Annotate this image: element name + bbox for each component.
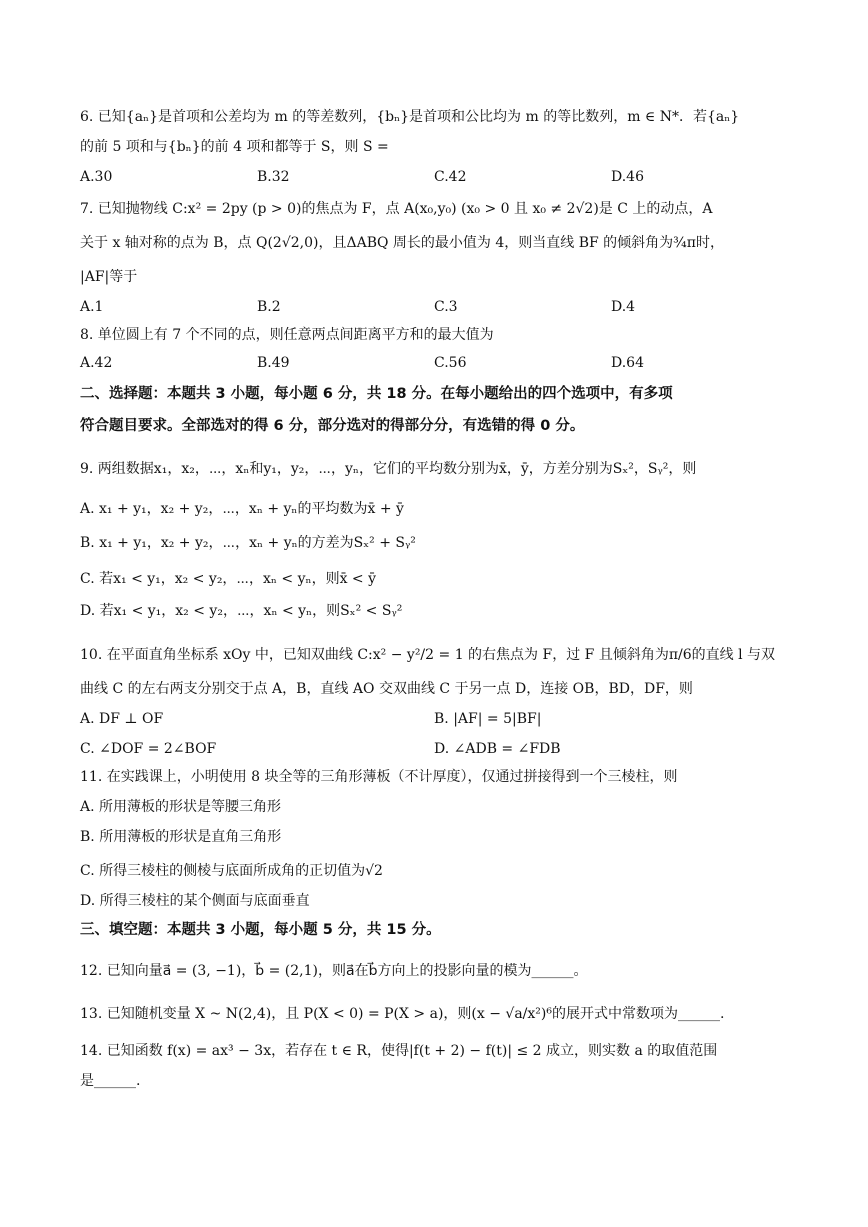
q10-option-a: A. DF ⊥ OF — [80, 711, 164, 727]
q7-option-a: A.1 — [80, 299, 104, 315]
q6-option-c: C.42 — [434, 169, 467, 185]
q7-line-2: 关于 x 轴对称的点为 B，点 Q(2√2,0)，且ΔABQ 周长的最小值为 4，则当直线 BF 的倾斜角为¾π时， — [80, 235, 724, 251]
q9-line-1: 9. 两组数据x₁，x₂，⋯，xₙ和y₁，y₂，⋯，yₙ，它们的平均数分别为x̄，ȳ，方差分别为Sₓ²，Sᵧ²，则 — [80, 461, 697, 477]
q9-option-c: C. 若x₁ < y₁，x₂ < y₂，⋯，xₙ < yₙ，则x̄ < ȳ — [80, 571, 377, 587]
q6-option-a: A.30 — [80, 169, 113, 185]
q9-option-a: A. x₁ + y₁，x₂ + y₂，⋯，xₙ + yₙ的平均数为x̄ + ȳ — [80, 501, 404, 517]
q12-line-1: 12. 已知向量a⃗ = (3, −1)，b⃗ = (2,1)，则a⃗在b⃗方向上的投影向量的模为______。 — [80, 963, 588, 979]
q8-line-1: 8. 单位圆上有 7 个不同的点，则任意两点间距离平方和的最大值为 — [80, 327, 494, 343]
q7-option-c: C.3 — [434, 299, 458, 315]
q8-option-d: D.64 — [611, 355, 644, 371]
q6-option-b: B.32 — [257, 169, 290, 185]
q8-option-b: B.49 — [257, 355, 290, 371]
section-2-heading-line-2: 符合题目要求。全部选对的得 6 分，部分选对的得部分分，有选错的得 0 分。 — [80, 418, 585, 434]
q11-option-a: A. 所用薄板的形状是等腰三角形 — [80, 799, 282, 815]
q14-line-2: 是______. — [80, 1073, 141, 1089]
q10-line-1: 10. 在平面直角坐标系 xOy 中，已知双曲线 C:x² − y²/2 = 1 的右焦点为 F，过 F 且倾斜角为π/6的直线 l 与双 — [80, 647, 776, 663]
q7-option-d: D.4 — [611, 299, 636, 315]
q11-line-1: 11. 在实践课上，小明使用 8 块全等的三角形薄板（不计厚度），仅通过拼接得到一个三棱柱，则 — [80, 769, 678, 785]
q6-line-1: 6. 已知{aₙ}是首项和公差均为 m 的等差数列，{bₙ}是首项和公比均为 m 的等比数列，m ∈ N*．若{aₙ} — [80, 109, 740, 125]
q10-line-2: 曲线 C 的左右两支分别交于点 A，B，直线 AO 交双曲线 C 于另一点 D，连接 OB，BD，DF，则 — [80, 681, 693, 697]
q7-line-3: |AF|等于 — [80, 269, 138, 285]
q10-option-b: B. |AF| = 5|BF| — [434, 711, 542, 727]
section-3-heading: 三、填空题：本题共 3 小题，每小题 5 分，共 15 分。 — [80, 922, 441, 938]
q11-option-b: B. 所用薄板的形状是直角三角形 — [80, 829, 282, 845]
q9-option-d: D. 若x₁ < y₁，x₂ < y₂，⋯，xₙ < yₙ，则Sₓ² < Sᵧ² — [80, 603, 403, 619]
q10-option-c: C. ∠DOF = 2∠BOF — [80, 741, 217, 757]
q13-line-1: 13. 已知随机变量 X ~ N(2,4)，且 P(X < 0) = P(X > a)，则(x − √a/x²)⁶的展开式中常数项为______. — [80, 1006, 725, 1022]
q14-line-1: 14. 已知函数 f(x) = ax³ − 3x，若存在 t ∈ R，使得|f(t + 2) − f(t)| ≤ 2 成立，则实数 a 的取值范围 — [80, 1043, 718, 1059]
q7-line-1: 7. 已知抛物线 C:x² = 2py (p > 0)的焦点为 F，点 A(x₀,y₀) (x₀ > 0 且 x₀ ≠ 2√2)是 C 上的动点，A — [80, 201, 713, 217]
q10-option-d: D. ∠ADB = ∠FDB — [434, 741, 561, 757]
q11-option-d: D. 所得三棱柱的某个侧面与底面垂直 — [80, 893, 310, 909]
q11-option-c: C. 所得三棱柱的侧棱与底面所成角的正切值为√2 — [80, 863, 383, 879]
q8-option-a: A.42 — [80, 355, 113, 371]
q8-option-c: C.56 — [434, 355, 467, 371]
q6-line-2: 的前 5 项和与{bₙ}的前 4 项和都等于 S，则 S = — [80, 139, 389, 155]
section-2-heading-line-1: 二、选择题：本题共 3 小题，每小题 6 分，共 18 分。在每小题给出的四个选项中，有多项 — [80, 386, 673, 402]
q7-option-b: B.2 — [257, 299, 281, 315]
q9-option-b: B. x₁ + y₁，x₂ + y₂，⋯，xₙ + yₙ的方差为Sₓ² + Sᵧ² — [80, 535, 416, 551]
q6-option-d: D.46 — [611, 169, 644, 185]
